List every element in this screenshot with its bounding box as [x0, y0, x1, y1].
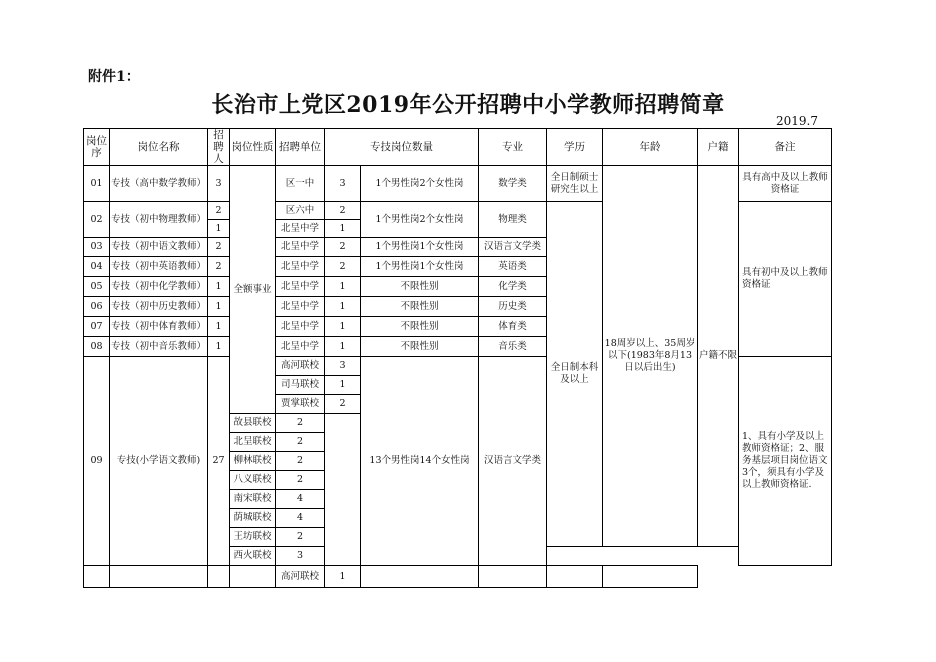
nature-cell — [230, 566, 276, 588]
unit-count-cell: 2 — [325, 202, 361, 220]
qty-cell: 13个男性岗14个女性岗 — [361, 357, 479, 566]
major-cell: 汉语言文学类 — [479, 238, 547, 257]
post-cell: 专技（初中体育教师） — [110, 317, 208, 337]
note-cell — [603, 566, 698, 588]
post-cell: 专技（初中化学教师） — [110, 277, 208, 297]
unit-count-cell: 2 — [325, 395, 361, 414]
seq-cell: 09 — [84, 357, 110, 566]
unit-cell: 南宋联校 — [230, 490, 276, 509]
header-age: 年龄 — [603, 129, 698, 166]
unit-count-cell: 4 — [276, 490, 325, 509]
qty-cell: 不限性别 — [361, 297, 479, 317]
major-cell: 体育类 — [479, 317, 547, 337]
header-note: 备注 — [739, 129, 832, 166]
note-cell: 具有初中及以上教师资格证 — [739, 202, 832, 357]
unit-count-cell: 2 — [325, 238, 361, 257]
major-cell: 数学类 — [479, 166, 547, 202]
unit-cell: 司马联校 — [276, 376, 325, 395]
unit-cell: 北呈联校 — [230, 433, 276, 452]
post-cell — [110, 566, 208, 588]
hukou-cell: 户籍不限 — [698, 166, 739, 547]
unit-count-cell: 1 — [325, 297, 361, 317]
seq-cell: 04 — [84, 257, 110, 277]
qty-cell: 不限性别 — [361, 317, 479, 337]
edu-cell: 全日制本科及以上 — [547, 202, 603, 547]
unit-cell: 西火联校 — [230, 547, 276, 566]
unit-count-cell: 2 — [276, 528, 325, 547]
post-cell: 专技(小学语文教师) — [110, 357, 208, 566]
edu-cell: 全日制硕士研究生以上 — [547, 166, 603, 202]
unit-count-cell: 4 — [276, 509, 325, 528]
major-cell — [479, 566, 547, 588]
major-cell: 汉语言文学类 — [479, 357, 547, 566]
count-cell: 1 — [208, 297, 230, 317]
major-cell: 音乐类 — [479, 337, 547, 357]
seq-cell: 05 — [84, 277, 110, 297]
unit-cell: 八义联校 — [230, 471, 276, 490]
count-cell: 1 — [208, 337, 230, 357]
date-label: 2019.7 — [776, 114, 818, 128]
attachment-label: 附件1： — [88, 69, 140, 85]
post-cell: 专技（高中数学教师） — [110, 166, 208, 202]
header-qty: 专技岗位数量 — [325, 129, 479, 166]
unit-cell: 区一中 — [276, 166, 325, 202]
table-row — [84, 166, 832, 202]
post-cell: 专技（初中历史教师） — [110, 297, 208, 317]
nature-cell: 全额事业 — [230, 166, 276, 414]
unit-cell: 故县联校 — [230, 414, 276, 433]
major-cell: 英语类 — [479, 257, 547, 277]
unit-count-cell: 2 — [276, 452, 325, 471]
seq-cell: 03 — [84, 238, 110, 257]
count-cell: 3 — [208, 166, 230, 202]
qty-cell: 1个男性岗2个女性岗 — [361, 166, 479, 202]
count-cell: 2 — [208, 257, 230, 277]
qty-cell: 1个男性岗2个女性岗 — [361, 202, 479, 238]
post-cell: 专技（初中音乐教师） — [110, 337, 208, 357]
post-cell: 专技（初中物理教师） — [110, 202, 208, 238]
unit-count-cell: 3 — [276, 547, 325, 566]
count-cell: 27 — [208, 357, 230, 566]
unit-cell: 区六中 — [276, 202, 325, 220]
seq-cell: 07 — [84, 317, 110, 337]
edu-cell — [547, 566, 603, 588]
unit-count-cell: 2 — [276, 414, 325, 433]
unit-count-cell: 2 — [276, 433, 325, 452]
header-unit: 招聘单位 — [276, 129, 325, 166]
note-cell: 1、具有小学及以上教师资格证；2、服务基层项目岗位语文3个，须具有小学及以上教师资格证. — [739, 357, 832, 566]
count-cell: 2 — [208, 202, 230, 220]
count-cell: 1 — [208, 317, 230, 337]
seq-cell: 02 — [84, 202, 110, 238]
seq-cell: 08 — [84, 337, 110, 357]
unit-count-cell: 3 — [325, 357, 361, 376]
major-cell: 化学类 — [479, 277, 547, 297]
unit-count-cell: 1 — [325, 277, 361, 297]
header-row — [84, 129, 832, 166]
qty-cell: 1个男性岗1个女性岗 — [361, 257, 479, 277]
unit-cell: 柳林联校 — [230, 452, 276, 471]
unit-cell: 荫城联校 — [230, 509, 276, 528]
unit-count-cell: 3 — [325, 166, 361, 202]
header-hukou: 户籍 — [698, 129, 739, 166]
seq-cell: 01 — [84, 166, 110, 202]
unit-count-cell: 1 — [325, 220, 361, 238]
header-edu: 学历 — [547, 129, 603, 166]
unit-cell: 北呈中学 — [276, 277, 325, 297]
post-cell: 专技（初中英语教师） — [110, 257, 208, 277]
unit-count-cell: 1 — [325, 376, 361, 395]
unit-cell: 贾掌联校 — [276, 395, 325, 414]
unit-count-cell: 2 — [276, 471, 325, 490]
unit-count-cell: 1 — [325, 317, 361, 337]
page-title: 长治市上党区2019年公开招聘中小学教师招聘简章 — [211, 92, 725, 118]
qty-cell: 1个男性岗1个女性岗 — [361, 238, 479, 257]
table-row — [84, 566, 832, 588]
unit-cell: 北呈中学 — [276, 317, 325, 337]
qty-cell — [361, 566, 479, 588]
major-cell: 物理类 — [479, 202, 547, 238]
unit-cell: 北呈中学 — [276, 337, 325, 357]
header-post: 岗位名称 — [110, 129, 208, 166]
recruitment-table — [83, 128, 832, 588]
count-cell: 1 — [208, 277, 230, 297]
seq-cell — [84, 566, 110, 588]
unit-cell: 北呈中学 — [276, 257, 325, 277]
major-cell: 历史类 — [479, 297, 547, 317]
unit-cell: 高河联校 — [276, 357, 325, 376]
count-cell: 2 — [208, 238, 230, 257]
unit-cell: 高河联校 — [276, 566, 325, 588]
unit-cell: 北呈中学 — [276, 238, 325, 257]
unit-count-cell: 1 — [325, 337, 361, 357]
count-cell — [208, 566, 230, 588]
header-major: 专业 — [479, 129, 547, 166]
unit-cell: 王坊联校 — [230, 528, 276, 547]
qty-cell: 不限性别 — [361, 337, 479, 357]
note-cell: 具有高中及以上教师资格证 — [739, 166, 832, 202]
unit-cell: 北呈中学 — [276, 297, 325, 317]
header-count: 招聘人 — [208, 129, 230, 166]
count-cell: 1 — [208, 220, 230, 238]
qty-cell: 不限性别 — [361, 277, 479, 297]
unit-count-cell: 2 — [325, 257, 361, 277]
post-cell: 专技（初中语文教师） — [110, 238, 208, 257]
header-nature: 岗位性质 — [230, 129, 276, 166]
age-cell: 18周岁以上、35周岁以下(1983年8月13日以后出生) — [603, 166, 698, 547]
unit-count-cell: 1 — [325, 566, 361, 588]
unit-cell: 北呈中学 — [276, 220, 325, 238]
seq-cell: 06 — [84, 297, 110, 317]
header-seq: 岗位序 — [84, 129, 110, 166]
